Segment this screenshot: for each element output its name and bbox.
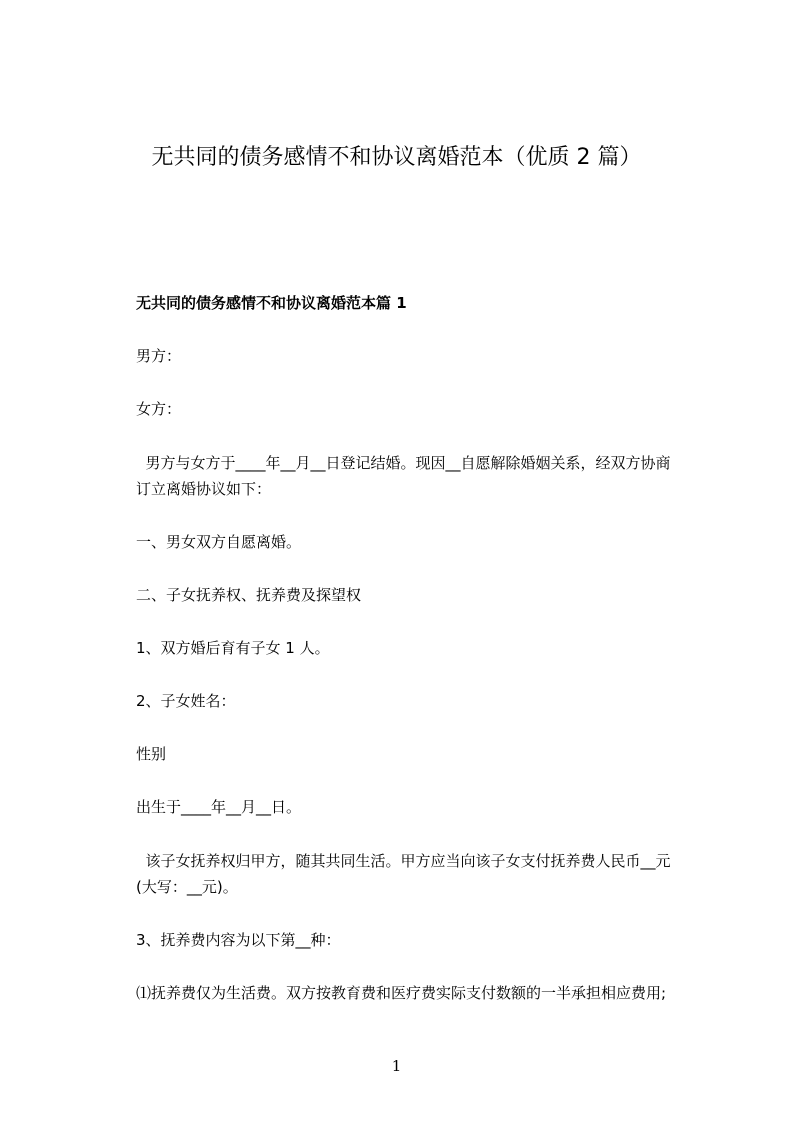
female-party-line: 女方： [136,400,182,418]
birth-line: 出生于____年__月__日。 [136,798,302,816]
page-number: 1 [391,1057,402,1075]
item-3: 3、抚养费内容为以下第__种： [136,931,341,949]
clause-2-heading: 二、子女抚养权、抚养费及探望权 [136,586,362,604]
intro-paragraph-line-1: 男方与女方于____年__月__日登记结婚。现因__自愿解除婚姻关系，经双方协商 [136,454,671,472]
item-1: 1、双方婚后育有子女 1 人。 [136,639,330,657]
document-title: 无共同的债务感情不和协议离婚范本（优质 2 篇） [151,145,642,170]
custody-paragraph-line-1: 该子女抚养权归甲方，随其共同生活。甲方应当向该子女支付抚养费人民币__元 [136,852,671,870]
gender-line: 性别 [136,745,167,763]
male-party-line: 男方： [136,347,182,365]
custody-paragraph-line-2: (大写：__元)。 [136,878,238,896]
clause-1: 一、男女双方自愿离婚。 [136,533,302,551]
item-2: 2、子女姓名： [136,692,236,710]
section-heading: 无共同的债务感情不和协议离婚范本篇 1 [136,294,407,312]
intro-paragraph-line-2: 订立离婚协议如下： [136,480,272,498]
option-1: ⑴抚养费仅为生活费。双方按教育费和医疗费实际支付数额的一半承担相应费用; [136,984,667,1002]
